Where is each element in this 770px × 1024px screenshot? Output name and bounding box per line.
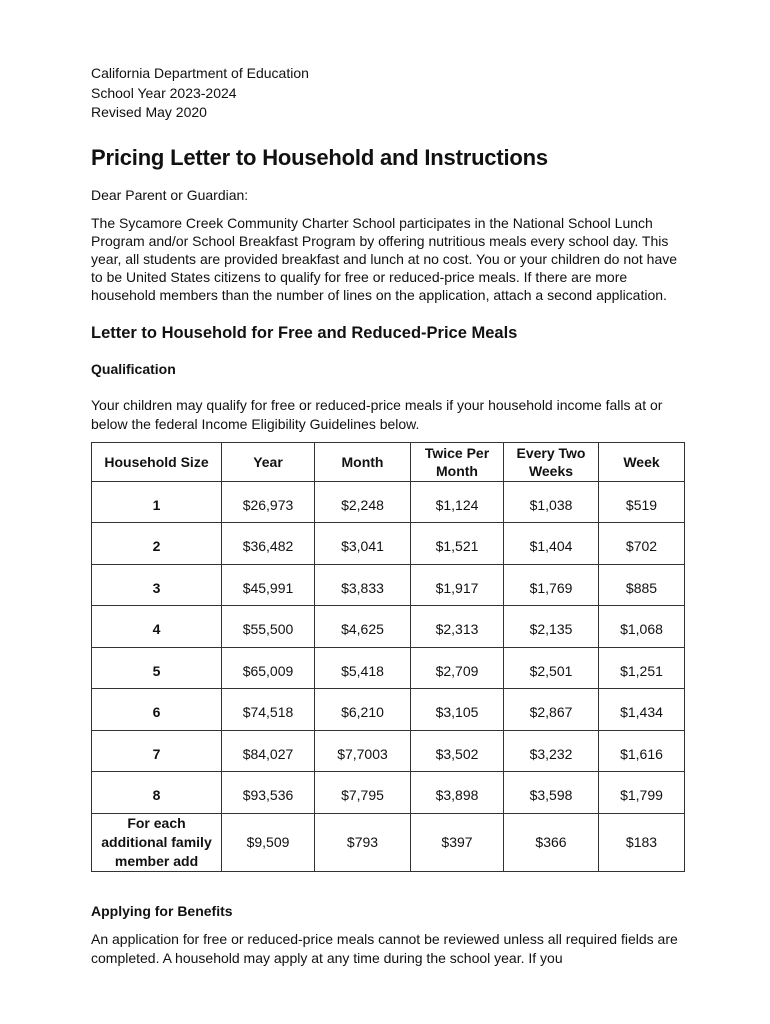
table-cell: $3,502 (411, 730, 504, 772)
household-size-cell: 4 (92, 606, 222, 648)
table-cell: $1,434 (599, 689, 685, 731)
department-line: California Department of Education (91, 65, 309, 81)
table-cell: $1,251 (599, 647, 685, 689)
column-header: Every Two Weeks (504, 442, 599, 481)
table-cell: $93,536 (222, 772, 315, 814)
table-cell: $1,616 (599, 730, 685, 772)
table-cell: $3,105 (411, 689, 504, 731)
table-cell: $36,482 (222, 523, 315, 565)
household-size-cell: 2 (92, 523, 222, 565)
qualification-text: Your children may qualify for free or reduced-price meals if your household income falls at or below the federal Income Eligibility Guidelines below. (91, 396, 663, 432)
revised-line: Revised May 2020 (91, 104, 207, 120)
household-size-cell: 5 (92, 647, 222, 689)
table-cell: $3,598 (504, 772, 599, 814)
table-cell: $1,917 (411, 564, 504, 606)
household-size-cell: 6 (92, 689, 222, 731)
income-eligibility-table (91, 442, 685, 872)
table-cell: $84,027 (222, 730, 315, 772)
table-cell: $3,833 (315, 564, 411, 606)
household-size-cell: 8 (92, 772, 222, 814)
column-header: Household Size (92, 442, 222, 481)
table-row (92, 564, 685, 606)
table-cell: $2,501 (504, 647, 599, 689)
table-cell: $1,404 (504, 523, 599, 565)
table-cell: $1,769 (504, 564, 599, 606)
qualification-heading: Qualification (91, 360, 176, 377)
table-cell: $6,210 (315, 689, 411, 731)
table-cell: $2,313 (411, 606, 504, 648)
table-row (92, 772, 685, 814)
table-cell: $1,124 (411, 481, 504, 523)
table-cell: $2,709 (411, 647, 504, 689)
school-year-line: School Year 2023-2024 (91, 84, 237, 101)
column-header: Year (222, 442, 315, 481)
table-row (92, 689, 685, 731)
table-cell: $4,625 (315, 606, 411, 648)
table-cell: $1,068 (599, 606, 685, 648)
table-cell: $7,7003 (315, 730, 411, 772)
intro-paragraph: The Sycamore Creek Community Charter School participates in the National School Lunch Program and/or School Breakfast Program by offering nutritious meals every school day. This year, all students are provided breakfast and lunch at no cost. You or your children do not have to be United States citizens to qualify for free or reduced-price meals. If there are more household members than the number of lines on the application, attach a second application. (91, 214, 678, 303)
table-cell: $26,973 (222, 481, 315, 523)
table-row (92, 606, 685, 648)
letter-heading: Letter to Household for Free and Reduced-Price Meals (91, 323, 518, 342)
table-cell: $9,509 (222, 813, 315, 871)
table-cell: $2,135 (504, 606, 599, 648)
table-cell: $2,248 (315, 481, 411, 523)
table-cell: $3,041 (315, 523, 411, 565)
table-row (92, 481, 685, 523)
applying-heading: Applying for Benefits (91, 902, 233, 919)
document-page (91, 64, 691, 968)
table-cell: $55,500 (222, 606, 315, 648)
table-cell: $183 (599, 813, 685, 871)
table-cell: $74,518 (222, 689, 315, 731)
table-cell: $3,232 (504, 730, 599, 772)
table-cell: $65,009 (222, 647, 315, 689)
applying-text: An application for free or reduced-price meals cannot be reviewed unless all required fields are completed. A household may apply at any time during the school year. If you (91, 930, 678, 966)
table-cell: $45,991 (222, 564, 315, 606)
column-header: Month (315, 442, 411, 481)
additional-member-row (92, 813, 685, 871)
table-cell: $7,795 (315, 772, 411, 814)
table-cell: $519 (599, 481, 685, 523)
household-size-cell: 7 (92, 730, 222, 772)
column-header: Twice Per Month (411, 442, 504, 481)
table-header-row (92, 442, 685, 481)
table-cell: $1,038 (504, 481, 599, 523)
table-cell: $885 (599, 564, 685, 606)
table-cell: $397 (411, 813, 504, 871)
table-cell: $2,867 (504, 689, 599, 731)
document-title: Pricing Letter to Household and Instructions (91, 144, 548, 170)
household-size-cell: 3 (92, 564, 222, 606)
table-cell: $1,521 (411, 523, 504, 565)
table-cell: $366 (504, 813, 599, 871)
salutation: Dear Parent or Guardian: (91, 186, 249, 203)
table-row (92, 523, 685, 565)
table-cell: $793 (315, 813, 411, 871)
table-cell: $3,898 (411, 772, 504, 814)
additional-member-label: For each additional family member add (92, 813, 222, 871)
household-size-cell: 1 (92, 481, 222, 523)
table-cell: $1,799 (599, 772, 685, 814)
table-cell: $702 (599, 523, 685, 565)
column-header: Week (599, 442, 685, 481)
table-cell: $5,418 (315, 647, 411, 689)
table-row (92, 647, 685, 689)
table-row (92, 730, 685, 772)
